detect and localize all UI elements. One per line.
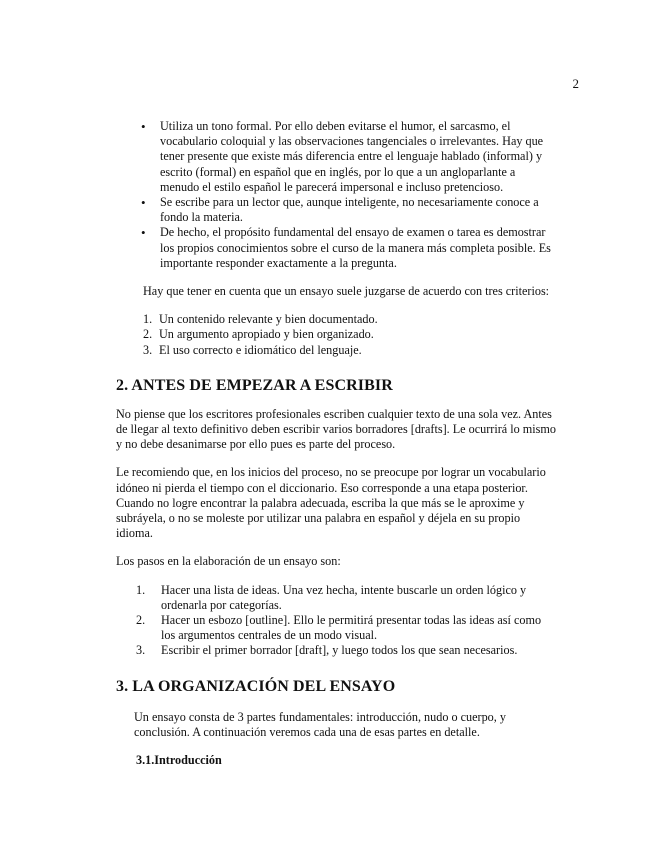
section-2-paragraph-2: Le recomiendo que, en los inicios del proceso, no se preocupe por lograr un vocabulario idóneo ni pierda el tiempo con el diccionario. Eso corresponde a una etapa posterior. Cuando no logre encontrar la palabra adecuada, escriba la que más se le aproxime y subráyela, o no se moleste por utilizar una palabra en español y déjela en su propio idioma. bbox=[116, 465, 546, 541]
step-item bbox=[136, 613, 556, 643]
page-number: 2 bbox=[572, 76, 579, 91]
criteria-intro: Hay que tener en cuenta que un ensayo suele juzgarse de acuerdo con tres criterios: bbox=[143, 284, 550, 299]
list-item-text: Un argumento apropiado y bien organizado. bbox=[159, 327, 374, 342]
list-item-text: Un contenido relevante y bien documentado. bbox=[159, 312, 378, 327]
document-body bbox=[116, 119, 556, 768]
section-2-paragraph-1: No piense que los escritores profesionales escriben cualquier texto de una sola vez. Antes de llegar al texto definitivo deben escribir varios borradores [drafts]. Le ocurrirá lo mismo y no debe desanimarse por ello pues es parte del proceso. bbox=[116, 406, 556, 452]
list-item-text: Hacer una lista de ideas. Una vez hecha, intente buscarle un orden lógico y ordenarla por categorías. bbox=[161, 582, 527, 612]
subsection-heading: 3.1.Introducción bbox=[136, 753, 222, 768]
section-2-heading: 2. ANTES DE EMPEZAR A ESCRIBIR bbox=[116, 376, 393, 394]
criteria-item bbox=[143, 327, 556, 342]
criteria-item bbox=[143, 343, 556, 358]
bullet-item: • Se escribe para un lector que, aunque inteligente, no necesariamente conoce a fondo la materia. bbox=[160, 195, 556, 225]
steps-list bbox=[136, 583, 556, 659]
bullet-item: • De hecho, el propósito fundamental del ensayo de examen o tarea es demostrar los propios conocimientos sobre el curso de la manera más completa posible. Es importante responder exactamente a la pregunta. bbox=[160, 225, 556, 271]
step-item bbox=[136, 583, 556, 613]
bullet-item: • Utiliza un tono formal. Por ello deben evitarse el humor, el sarcasmo, el vocabulario coloquial y las observaciones tangenciales o irrelevantes. Hay que tener presente que existe más diferencia entre el lenguaje hablado (informal) y escrito (formal) en español que en inglés, por lo que a un angloparlante a menudo el estilo español le parecerá impersonal e incluso pretencioso. bbox=[160, 119, 556, 195]
list-item-text: Hacer un esbozo [outline]. Ello le permitirá presentar todas las ideas así como los argumentos centrales de un modo visual. bbox=[161, 613, 542, 643]
list-item-text: El uso correcto e idiomático del lenguaje. bbox=[159, 342, 362, 357]
section-3-heading: 3. LA ORGANIZACIÓN DEL ENSAYO bbox=[116, 677, 396, 695]
list-number: 3. bbox=[136, 643, 146, 658]
step-item bbox=[136, 643, 556, 658]
list-number: 2. bbox=[143, 327, 153, 342]
list-number: 2. bbox=[136, 613, 146, 628]
list-number: 1. bbox=[143, 312, 153, 327]
steps-intro: Los pasos en la elaboración de un ensayo son: bbox=[116, 554, 341, 569]
list-item-text: Escribir el primer borrador [draft], y luego todos los que sean necesarios. bbox=[161, 643, 518, 658]
list-number: 1. bbox=[136, 582, 146, 597]
criteria-list bbox=[143, 312, 556, 358]
bullet-list bbox=[116, 119, 556, 271]
section-3-paragraph-1: Un ensayo consta de 3 partes fundamentales: introducción, nudo o cuerpo, y conclusión. A continuación veremos cada una de esas partes en detalle. bbox=[134, 709, 506, 739]
list-number: 3. bbox=[143, 342, 153, 357]
criteria-item bbox=[143, 312, 556, 327]
